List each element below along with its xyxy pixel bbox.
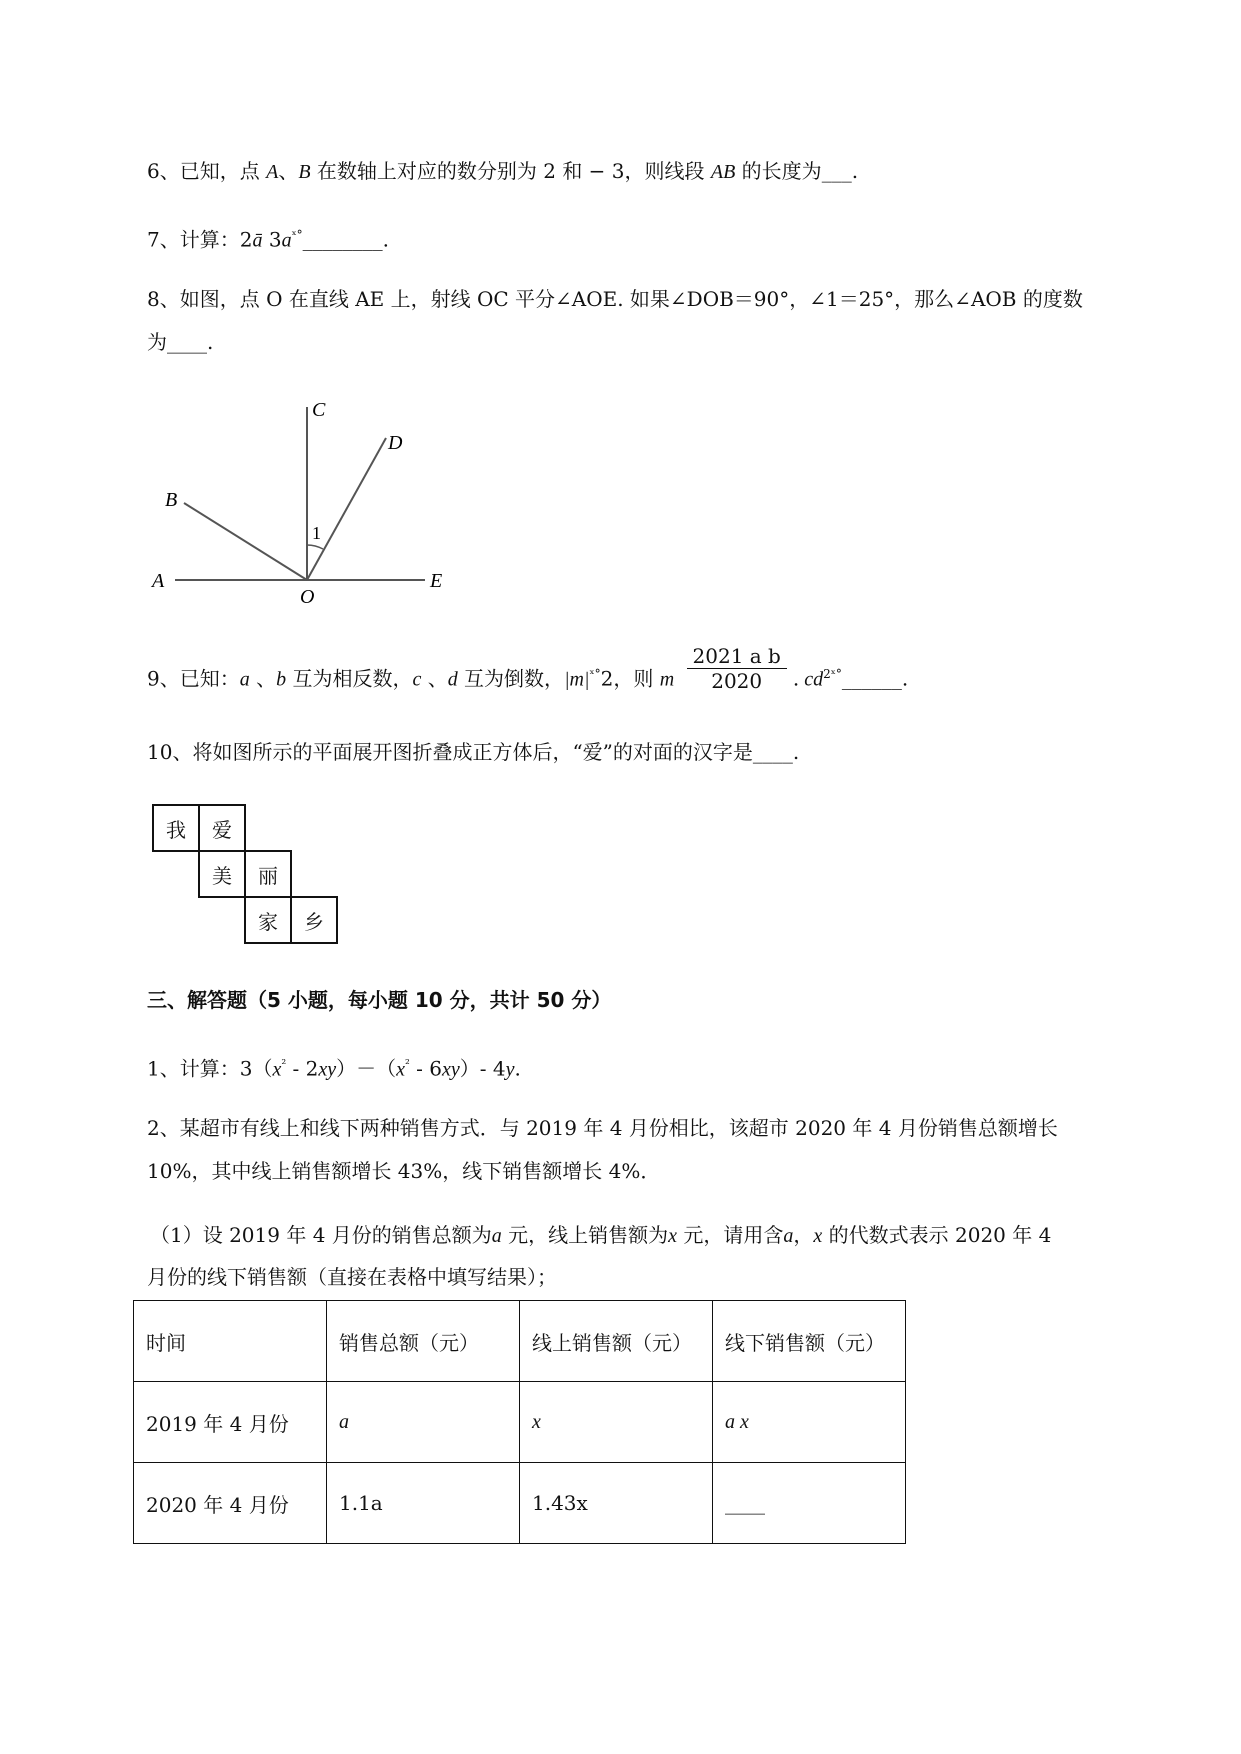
table-header: 销售总额（元） (327, 1301, 520, 1382)
table-header-row (134, 1301, 906, 1382)
table-cell: 2020 年 4 月份 (134, 1463, 327, 1544)
q7-end: . (382, 227, 390, 252)
q6-answer-blank: ___ (821, 159, 852, 183)
q7-coef-2: 3 (262, 227, 282, 252)
q7-coef-1: 2 (239, 227, 253, 252)
q8-end: . (207, 330, 214, 354)
q9-fraction-numerator: 2021 a b (687, 644, 787, 669)
q6-text: 已知，点 (179, 159, 267, 183)
p2-var-a-2: a (783, 1225, 794, 1247)
problem-1 (147, 1050, 521, 1084)
q9-glyph-2: ˣ° (830, 667, 842, 681)
question-7 (147, 221, 389, 255)
p1-square-2: ² (405, 1057, 410, 1071)
q9-answer-blank: ______ (841, 666, 902, 691)
table-cell: a x (713, 1382, 906, 1463)
p2-var-x-2: x (813, 1225, 823, 1247)
question-8-line-2 (147, 328, 213, 356)
q9-var-c: c (412, 668, 422, 691)
p2-var-x: x (668, 1225, 678, 1247)
q9-sep-2: 、 (421, 666, 448, 691)
q9-fraction (687, 644, 787, 693)
table-row (134, 1463, 906, 1544)
q9-glyph-1: ˣ° (589, 667, 601, 681)
label-c: C (312, 399, 326, 421)
question-10 (147, 738, 799, 766)
net-cell: 家 (244, 896, 292, 944)
p2-sub1-c: 元，请用含 (677, 1223, 784, 1247)
table-cell: 1.1a (327, 1463, 520, 1544)
label-e: E (430, 570, 443, 592)
table-cell: a (327, 1382, 520, 1463)
p1-prefix: 1、计算：3（ (147, 1056, 273, 1081)
p1-xy-1: xy (318, 1058, 337, 1081)
problem-2-sub-1-line-2: 月份的线下销售额（直接在表格中填写结果）； (147, 1265, 557, 1289)
q7-var-1: ā (252, 229, 263, 252)
angle-figure (140, 395, 470, 610)
p1-mid-2: ）－（ (336, 1056, 397, 1081)
label-angle-1: 1 (312, 523, 321, 543)
label-b: B (165, 489, 178, 511)
table-cell: 1.43x (520, 1463, 713, 1544)
q9-prefix: 9、已知： (147, 666, 240, 691)
table-cell: x (520, 1382, 713, 1463)
p1-x-2: x (396, 1058, 406, 1081)
q6-end: . (851, 159, 859, 183)
q6-number: 6、 (147, 159, 180, 183)
p2-var-a: a (491, 1225, 502, 1247)
q9-text-1: 互为相反数， (286, 666, 413, 691)
table-answer-blank[interactable]: ____ (713, 1463, 906, 1544)
ray-od (307, 438, 386, 580)
question-8-line-1: 8、如图，点 O 在直线 AE 上，射线 OC 平分∠AOE. 如果∠DOB＝90°，∠1＝25°，那么∠AOB 的度数 (147, 287, 1083, 311)
q9-sep-1: 、 (249, 666, 277, 691)
p1-mid-1: - 2 (286, 1056, 319, 1081)
q9-text-2: 互为倒数， (457, 666, 565, 691)
net-cell: 爱 (198, 804, 246, 852)
table-header: 时间 (134, 1301, 327, 1382)
q7-answer-blank: ________ (302, 227, 383, 252)
label-o: O (300, 586, 315, 608)
p2-sub1-a: （1）设 2019 年 4 月份的销售总额为 (150, 1223, 492, 1247)
q9-cd: cd (799, 668, 824, 691)
question-9 (147, 643, 909, 694)
table-header: 线下销售额（元） (713, 1301, 906, 1382)
q6-segment: AB (710, 161, 736, 183)
p2-sub1-e: 的代数式表示 2020 年 4 (822, 1223, 1052, 1247)
table-header: 线上销售额（元） (520, 1301, 713, 1382)
q10-end: . (792, 740, 800, 764)
table-row (134, 1382, 906, 1463)
q9-two: 2，则 (600, 666, 660, 691)
q9-var-d: d (447, 668, 458, 691)
net-cell: 乡 (290, 896, 338, 944)
net-cell: 我 (152, 804, 200, 852)
q9-var-m: m (659, 668, 675, 691)
p1-x-1: x (272, 1058, 282, 1081)
p1-y: y (505, 1058, 515, 1081)
p1-mid-4: ）- 4 (459, 1056, 506, 1081)
q9-fraction-denominator: 2020 (711, 668, 763, 693)
q9-abs-m: |m| (564, 668, 590, 691)
sales-table (133, 1300, 906, 1544)
p1-square-1: ² (281, 1057, 287, 1071)
ray-ob (184, 503, 307, 580)
q6-text-c: 的长度为 (735, 159, 822, 183)
label-a: A (152, 570, 165, 592)
q9-dot: . (792, 666, 800, 691)
q9-square: 2 (823, 667, 831, 681)
q8-answer-blank: ____ (167, 330, 207, 354)
q9-end: . (901, 666, 909, 691)
angle-1-arc (307, 545, 323, 549)
p1-mid-3: - 6 (409, 1056, 443, 1081)
p1-end: . (514, 1056, 521, 1081)
section-heading: 三、解答题（5 小题，每小题 10 分，共计 50 分） (147, 988, 612, 1012)
q6-text-b: 在数轴上对应的数分别为 2 和 − 3，则线段 (310, 159, 711, 183)
p1-xy-2: xy (442, 1058, 460, 1081)
q8-prefix: 为 (147, 330, 167, 354)
q10-answer-blank: ____ (752, 740, 793, 764)
q9-var-b: b (276, 668, 287, 691)
net-cell: 美 (198, 850, 246, 898)
question-6 (147, 157, 858, 186)
q6-sep: 、 (278, 159, 299, 183)
q6-point-b: B (298, 161, 311, 183)
p2-sub1-d: ， (793, 1223, 814, 1247)
net-cell: 丽 (244, 850, 292, 898)
q10-text: 10、将如图所示的平面展开图折叠成正方体后，“爱”的对面的汉字是 (147, 740, 753, 764)
problem-2-line-2: 10%，其中线上销售额增长 43%，线下销售额增长 4%． (147, 1159, 661, 1183)
p2-sub1-b: 元，线上销售额为 (501, 1223, 669, 1247)
table-cell: 2019 年 4 月份 (134, 1382, 327, 1463)
label-d: D (388, 432, 403, 454)
q9-var-a: a (239, 668, 250, 691)
q7-number: 7、 (147, 227, 180, 252)
problem-2-sub-1 (150, 1221, 1051, 1250)
q7-var-2: a (281, 229, 292, 252)
q7-glyph: ˣ° (291, 228, 303, 242)
q7-label: 计算： (179, 227, 240, 252)
q6-point-a: A (266, 161, 279, 183)
problem-2-line-1: 2、某超市有线上和线下两种销售方式．与 2019 年 4 月份相比，该超市 2020 年 4 月份销售总额增长 (147, 1116, 1058, 1140)
